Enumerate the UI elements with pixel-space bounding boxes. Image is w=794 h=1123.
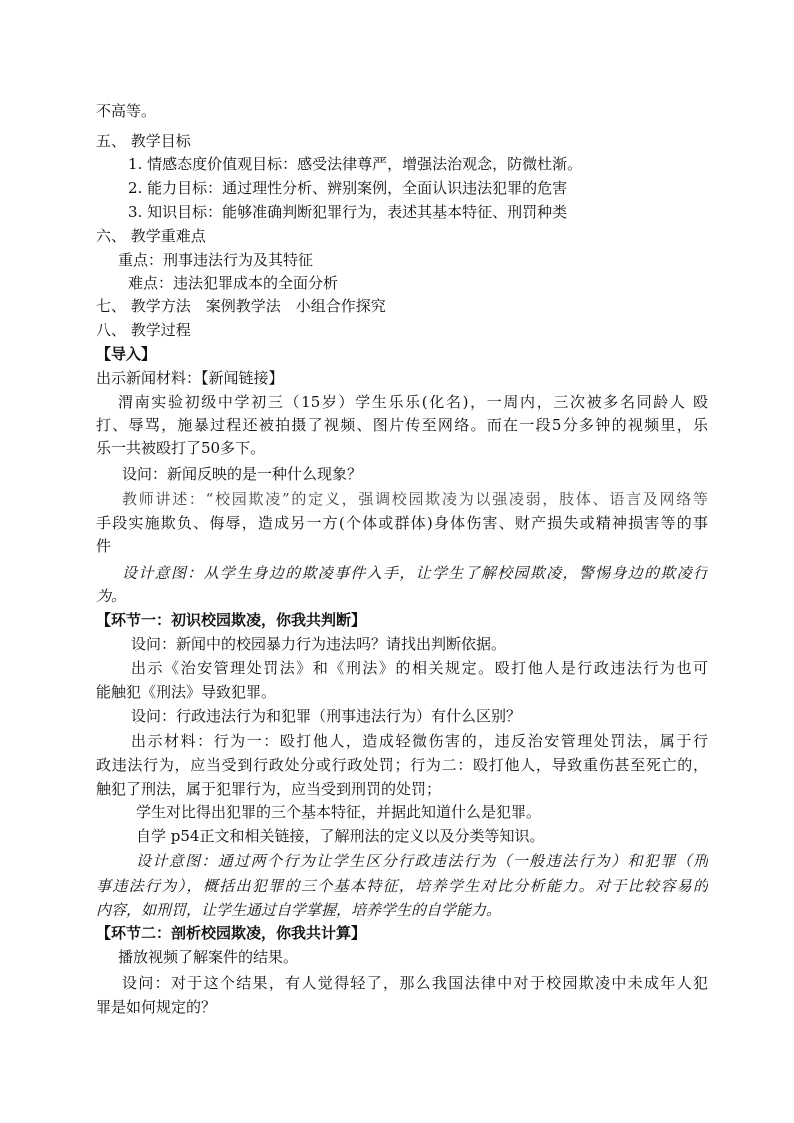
design-intent: 设计意图：从学生身边的欺凌事件入手，让学生了解校园欺凌，警惕身边的欺凌行 — [122, 564, 708, 582]
text-line: 学生对比得出犯罪的三个基本特征，并据此知道什么是犯罪。 — [136, 803, 542, 821]
section-heading-key-points: 六、 教学重难点 — [96, 227, 206, 245]
section-heading-methods: 七、 教学方法 案例教学法 小组合作探究 — [96, 297, 386, 315]
question-line: 设问：新闻中的校园暴力行为违法吗？请找出判断依据。 — [131, 635, 507, 653]
text-line: 件 — [96, 537, 112, 555]
text-line: 出示新闻材料：【新闻链接】 — [96, 369, 284, 387]
intro-heading: 【导入】 — [96, 345, 157, 363]
text-line: 播放视频了解案件的结果。 — [118, 948, 299, 966]
question-line: 设问：新闻反映的是一种什么现象？ — [122, 465, 363, 483]
design-intent: 事违法行为），概括出犯罪的三个基本特征，培养学生对比分析能力。对于比较容易的 — [96, 877, 708, 895]
text-line: 触犯了刑法，属于犯罪行为，应当受到刑罚的处罚； — [96, 780, 442, 798]
text-line: 政违法行为，应当受到行政处分或行政处罚；行为二：殴打他人，导致重伤甚至死亡的， — [96, 756, 708, 774]
design-intent: 设计意图：通过两个行为让学生区分行政违法行为（一般违法行为）和犯罪（刑 — [136, 852, 708, 870]
text-line: 出示《治安管理处罚法》和《刑法》的相关规定。殴打他人是行政违法行为也可 — [131, 659, 708, 677]
question-line: 设问：行政违法行为和犯罪（刑事违法行为）有什么区别？ — [131, 707, 522, 725]
difficult-point: 难点：违法犯罪成本的全面分析 — [128, 274, 339, 292]
text-line: 能触犯《刑法》导致犯罪。 — [96, 683, 277, 701]
text-line: 自学 p54正文和相关链接，了解刑法的定义以及分类等知识。 — [136, 827, 545, 845]
text-line: 教师讲述：“校园欺凌”的定义，强调校园欺凌为以强凌弱，肢体、语言及网络等 — [122, 490, 708, 508]
text-line: 不高等。 — [96, 102, 157, 120]
text-line: 打、辱骂，施暴过程还被拍摄了视频、图片传至网络。而在一段5分多钟的视频里，乐 — [96, 416, 708, 434]
section-two-heading: 【环节二：剖析校园欺凌，你我共计算】 — [96, 924, 367, 942]
text-line: 出示材料：行为一：殴打他人，造成轻微伤害的，违反治安管理处罚法，属于行 — [131, 732, 708, 750]
design-intent: 内容，如刑罚，让学生通过自学掌握，培养学生的自学能力。 — [96, 901, 502, 919]
text-line: 乐一共被殴打了50多下。 — [96, 439, 266, 457]
question-line: 设问：对于这个结果，有人觉得轻了，那么我国法律中对于校园欺凌中未成年人犯 — [122, 974, 708, 992]
objective-2: 2. 能力目标：通过理性分析、辨别案例，全面认识违法犯罪的危害 — [128, 179, 568, 197]
text-line: 渭南实验初级中学初三（15岁）学生乐乐(化名)，一周内，三次被多名同龄人 殴 — [118, 393, 708, 411]
objective-1: 1. 情感态度价值观目标：感受法律尊严，增强法治观念，防微杜渐。 — [128, 155, 583, 173]
design-intent: 为。 — [96, 587, 127, 605]
section-heading-objectives: 五、 教学目标 — [96, 132, 191, 150]
objective-3: 3. 知识目标：能够准确判断犯罪行为，表述其基本特征、刑罚种类 — [128, 203, 568, 221]
section-heading-process: 八、 教学过程 — [96, 321, 191, 339]
key-point: 重点：刑事违法行为及其特征 — [118, 251, 314, 269]
text-line: 手段实施欺负、侮辱，造成另一方(个体或群体)身体伤害、财产损失或精神损害等的事 — [96, 514, 708, 532]
section-one-heading: 【环节一：初识校园欺凌，你我共判断】 — [96, 611, 367, 629]
text-line: 罪是如何规定的？ — [96, 998, 217, 1016]
